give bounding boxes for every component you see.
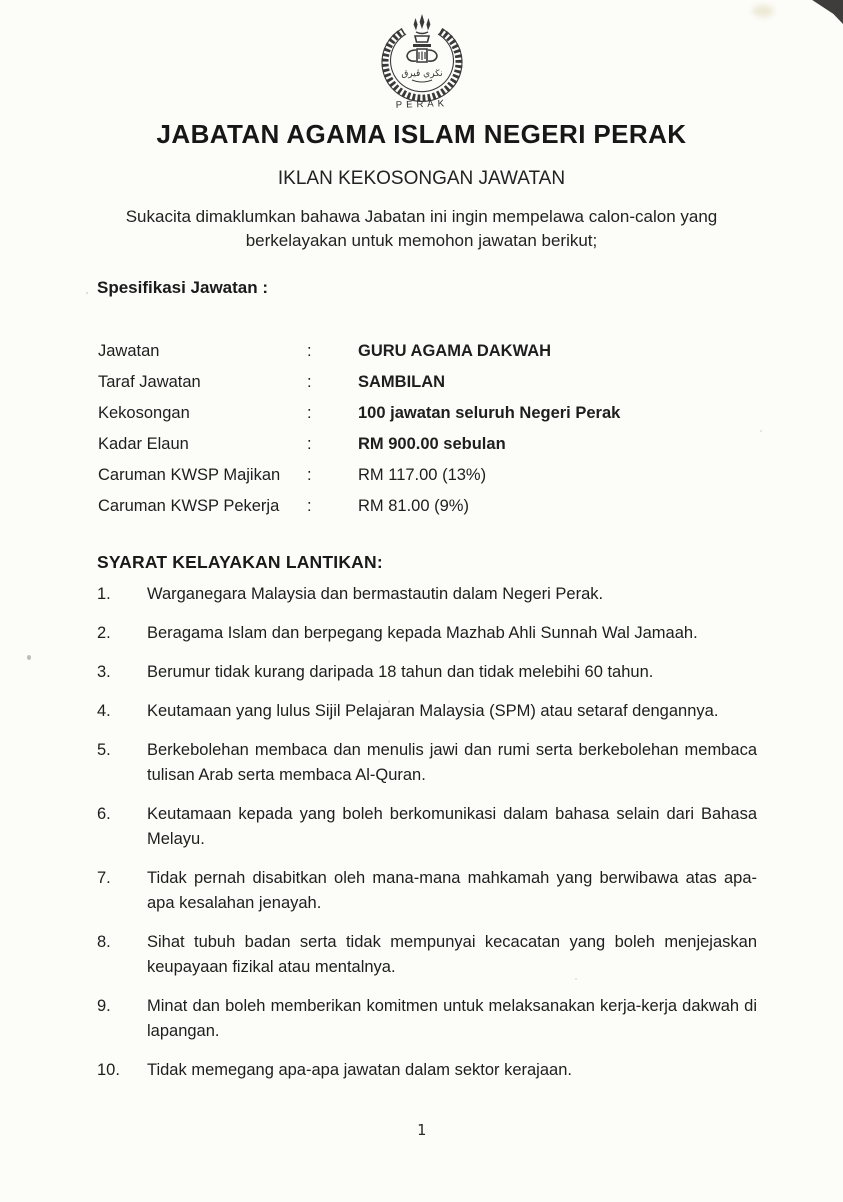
spec-value: GURU AGAMA DAKWAH [358,342,552,360]
logo-caption: PERAK [395,98,448,111]
spec-row-kekosongan [98,398,783,429]
spec-label: Kekosongan [98,404,190,422]
item-text: Warganegara Malaysia dan bermastautin dalam Negeri Perak. [147,585,604,603]
plume-center [419,14,424,29]
inscription-underline [412,80,432,82]
crown-shape [415,36,429,42]
spec-label: Kadar Elaun [98,435,189,453]
logo-container [0,8,843,117]
item-number: 2. [97,624,111,642]
flourish-left [407,50,416,61]
emblem-bars [419,52,425,61]
spec-colon: : [307,466,312,484]
requirement-item-8 [97,930,757,980]
item-text: Tidak memegang apa-apa jawatan dalam sektor kerajaan. [147,1061,572,1079]
spec-heading: Spesifikasi Jawatan : [97,278,269,297]
item-number: 9. [97,997,111,1015]
item-text: Minat dan boleh memberikan komitmen untuk melaksanakan kerja-kerja dakwah di lapangan. [147,997,757,1040]
scan-speckle [760,430,762,432]
item-text: Keutamaan kepada yang boleh berkomunikasi dalam bahasa selain dari Bahasa Melayu. [147,805,757,848]
requirement-item-4 [97,699,757,724]
spec-row-kwsp-majikan [98,460,783,491]
wreath-outer-rim [382,29,462,101]
spec-label: Caruman KWSP Pekerja [98,497,280,515]
jawi-inscription: نڬري ڤيرق [400,69,443,79]
item-text: Tidak pernah disabitkan oleh mana-mana mahkamah yang berwibawa atas apa-apa kesalahan jenayah. [147,869,757,912]
spec-label: Jawatan [98,342,160,360]
requirement-item-9 [97,994,757,1044]
scan-speckle [388,700,390,703]
requirements-heading: SYARAT KELAYAKAN LANTIKAN: [97,552,383,572]
spec-colon: : [307,435,312,453]
spec-value: 100 jawatan seluruh Negeri Perak [358,404,621,422]
spec-value: SAMBILAN [358,373,446,391]
spec-value: RM 117.00 (13%) [358,466,487,484]
item-text: Beragama Islam dan berpegang kepada Mazhab Ahli Sunnah Wal Jamaah. [147,624,698,642]
spec-colon: : [307,373,312,391]
page-subtitle: IKLAN KEKOSONGAN JAWATAN [277,168,566,189]
requirement-item-2 [97,621,757,646]
page-number: 1 [416,1121,427,1139]
requirements-list [97,582,757,1097]
requirement-item-6 [97,802,757,852]
spec-row-taraf [98,367,783,398]
item-text: Berkebolehan membaca dan menulis jawi dan rumi serta berkebolehan membaca tulisan Arab serta membaca Al-Quran. [147,741,757,784]
spec-value: RM 900.00 sebulan [358,435,506,453]
scan-speckle [575,978,577,980]
spec-colon: : [307,342,312,360]
spec-value: RM 81.00 (9%) [358,497,469,515]
spec-table [98,336,783,522]
item-number: 3. [97,663,111,681]
page-title: JABATAN AGAMA ISLAM NEGERI PERAK [156,119,687,149]
item-text: Keutamaan yang lulus Sijil Pelajaran Malaysia (SPM) atau setaraf dengannya. [147,702,719,720]
plume-left [413,18,417,31]
spec-label: Taraf Jawatan [98,373,201,391]
requirement-item-3 [97,660,757,685]
plume-base [416,32,428,34]
perak-crest-logo [372,8,472,112]
item-number: 8. [97,933,111,951]
requirement-item-7 [97,866,757,916]
flourish-right [428,50,437,61]
item-number: 7. [97,869,111,887]
scan-smudge [752,5,774,17]
wreath-leaves [385,31,459,98]
spec-row-kwsp-pekerja [98,491,783,522]
spec-label: Caruman KWSP Majikan [98,466,281,484]
spec-colon: : [307,404,312,422]
spec-row-kadar-elaun [98,429,783,460]
crest-band [413,44,431,47]
item-text: Sihat tubuh badan serta tidak mempunyai kecacatan yang boleh menjejaskan keupayaan fizikal atau mentalnya. [147,933,757,976]
intro-text: Sukacita dimaklumkan bahawa Jabatan ini ingin mempelawa calon-calon yang berkelayakan untuk memohon jawatan berikut; [125,207,718,250]
plume-right [426,18,430,31]
intro-paragraph [0,205,843,253]
spec-colon: : [307,497,312,515]
scan-speckle [27,655,31,660]
scan-speckle [86,292,88,294]
spec-row-jawatan [98,336,783,367]
requirement-item-1 [97,582,757,607]
item-number: 1. [97,585,111,603]
item-number: 5. [97,741,111,759]
item-number: 6. [97,805,111,823]
scan-speckle [148,212,150,214]
item-text: Berumur tidak kurang daripada 18 tahun dan tidak melebihi 60 tahun. [147,663,654,681]
item-number: 10. [97,1061,120,1079]
requirement-item-10 [97,1058,757,1083]
requirement-item-5 [97,738,757,788]
item-number: 4. [97,702,111,720]
